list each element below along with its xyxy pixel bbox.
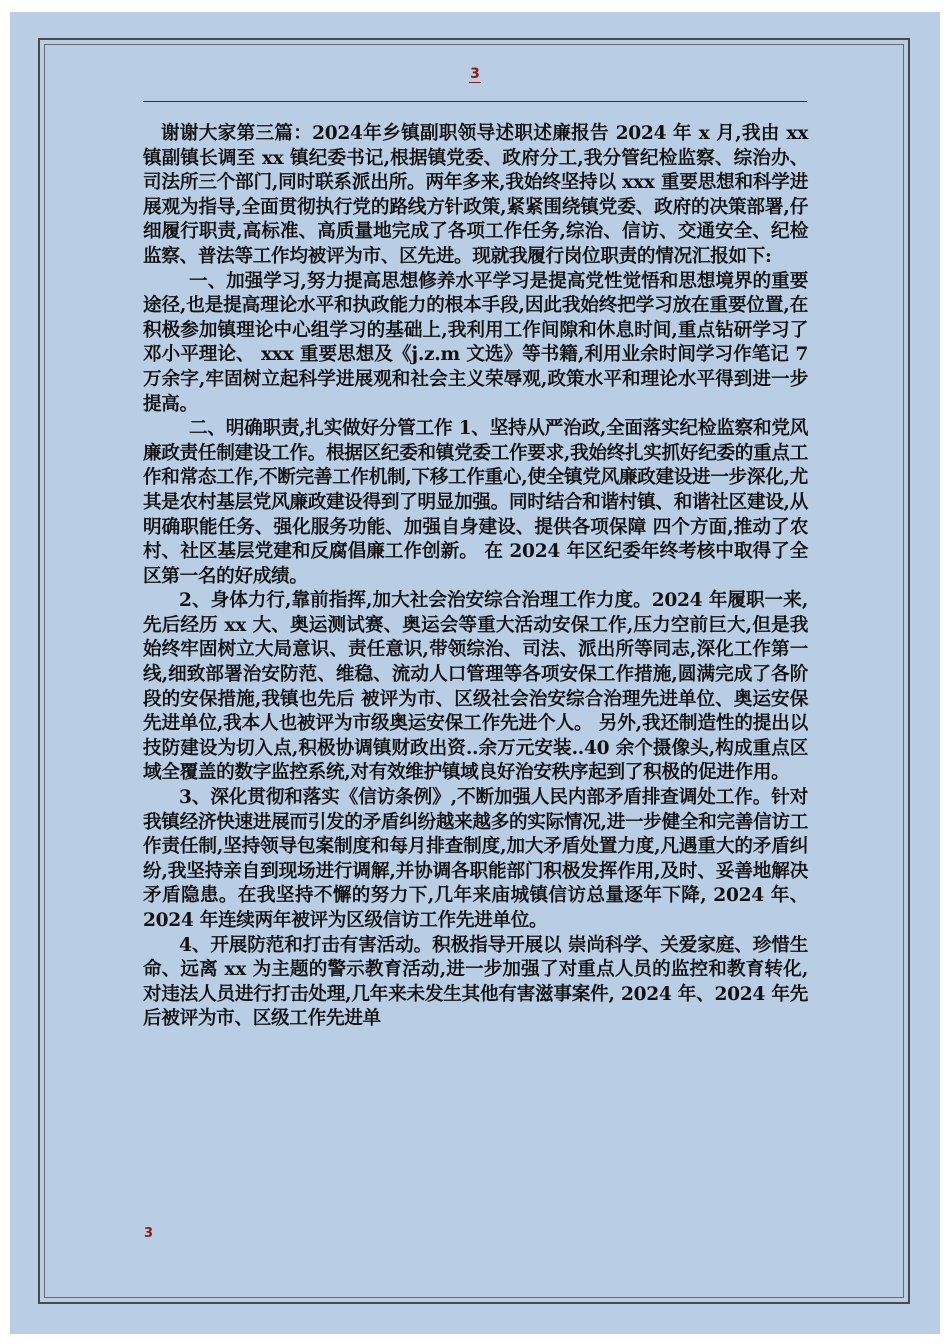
paragraph-item-4: 4、开展防范和打击有害活动。积极指导开展以 崇尚科学、关爱家庭、珍惜生命、远离 xx 为主题的警示教育活动,进一步加强了对重点人员的监控和教育转化,对违法人员进行打击处理,几年来未发生其他有害滋事案件, 2024 年、2024 年先后被评为市、区级工作先进单	[143, 934, 808, 1030]
footer-page-number: 3	[144, 1226, 154, 1241]
document-body	[143, 122, 808, 1032]
paragraph-section-1: 一、加强学习,努力提高思想修养水平学习是提高党性觉悟和思想境界的重要途径,也是提高理论水平和执政能力的根本手段,因此我始终把学习放在重要位置,在积极参加镇理论中心组学习的基础上,我利用工作间隙和休息时间,重点钻研学习了邓小平理论、 xxx 重要思想及《j.z.m 文选》等书籍,利用业余时间学习作笔记 7 万余字,牢固树立起科学进展观和社会主义荣辱观,政策水平和理论水平得到进一步提高。	[143, 270, 808, 415]
paragraph-item-2: 2、身体力行,靠前指挥,加大社会治安综合治理工作力度。2024 年履职一来,先后经历 xx 大、奥运测试赛、奥运会等重大活动安保工作,压力空前巨大,但是我始终牢固树立大局意识、责任意识,带领综治、司法、派出所等同志,深化工作第一线,细致部署治安防范、维稳、流动人口管理等各项安保工作措施,圆满完成了各阶段的安保措施,我镇也先后 被评为市、区级社会治安综合治理先进单位、奥运安保先进单位,我本人也被评为市级奥运安保工作先进个人。 另外,我还制造性的提出以技防建设为切入点,积极协调镇财政出资..余万元安装..40 余个摄像头,构成重点区域全覆盖的数字监控系统,对有效维护镇域良好治安秩序起到了积极的促进作用。	[143, 590, 808, 784]
header-divider	[143, 101, 807, 102]
paragraph-item-3: 3、深化贯彻和落实《信访条例》,不断加强人民内部矛盾排查调处工作。针对我镇经济快速进展而引发的矛盾纠纷越来越多的实际情况,进一步健全和完善信访工作责任制,坚持领导包案制度和每月排查制度,加大矛盾处置力度,凡遇重大的矛盾纠纷,我坚持亲自到现场进行调解,并协调各职能部门积极发挥作用,及时、妥善地解决矛盾隐患。在我坚持不懈的努力下,几年来庙城镇信访总量逐年下降, 2024 年、2024 年连续两年被评为区级信访工作先进单位。	[143, 787, 808, 931]
paragraph-intro: 谢谢大家第三篇：2024年乡镇副职领导述职述廉报告 2024 年 x 月,我由 xx 镇副镇长调至 xx 镇纪委书记,根据镇党委、政府分工,我分管纪检监察、综治办、司法所三个部门,同时联系派出所。两年多来,我始终坚持以 xxx 重要思想和科学进展观为指导,全面贯彻执行党的路线方针政策,紧紧围绕镇党委、政府的决策部署,仔细履行职责,高标准、高质量地完成了各项工作任务,综治、信访、交通安全、纪检监察、普法等工作均被评为市、区先进。现就我履行岗位职责的情况汇报如下:	[143, 123, 808, 267]
paragraph-section-2: 二、明确职责,扎实做好分管工作 1、坚持从严治政,全面落实纪检监察和党风廉政责任制建设工作。根据区纪委和镇党委工作要求,我始终扎实抓好纪委的重点工作和常态工作,不断完善工作机制,下移工作重心,使全镇党风廉政建设进一步深化,尤其是农村基层党风廉政建设得到了明显加强。同时结合和谐村镇、和谐社区建设,从 明确职能任务、强化服务功能、加强自身建设、提供各项保障 四个方面,推动了农村、社区基层党建和反腐倡廉工作创新。 在 2024 年区纪委年终考核中取得了全区第一名的好成绩。	[143, 418, 808, 587]
header-page-number: 3	[470, 66, 480, 82]
